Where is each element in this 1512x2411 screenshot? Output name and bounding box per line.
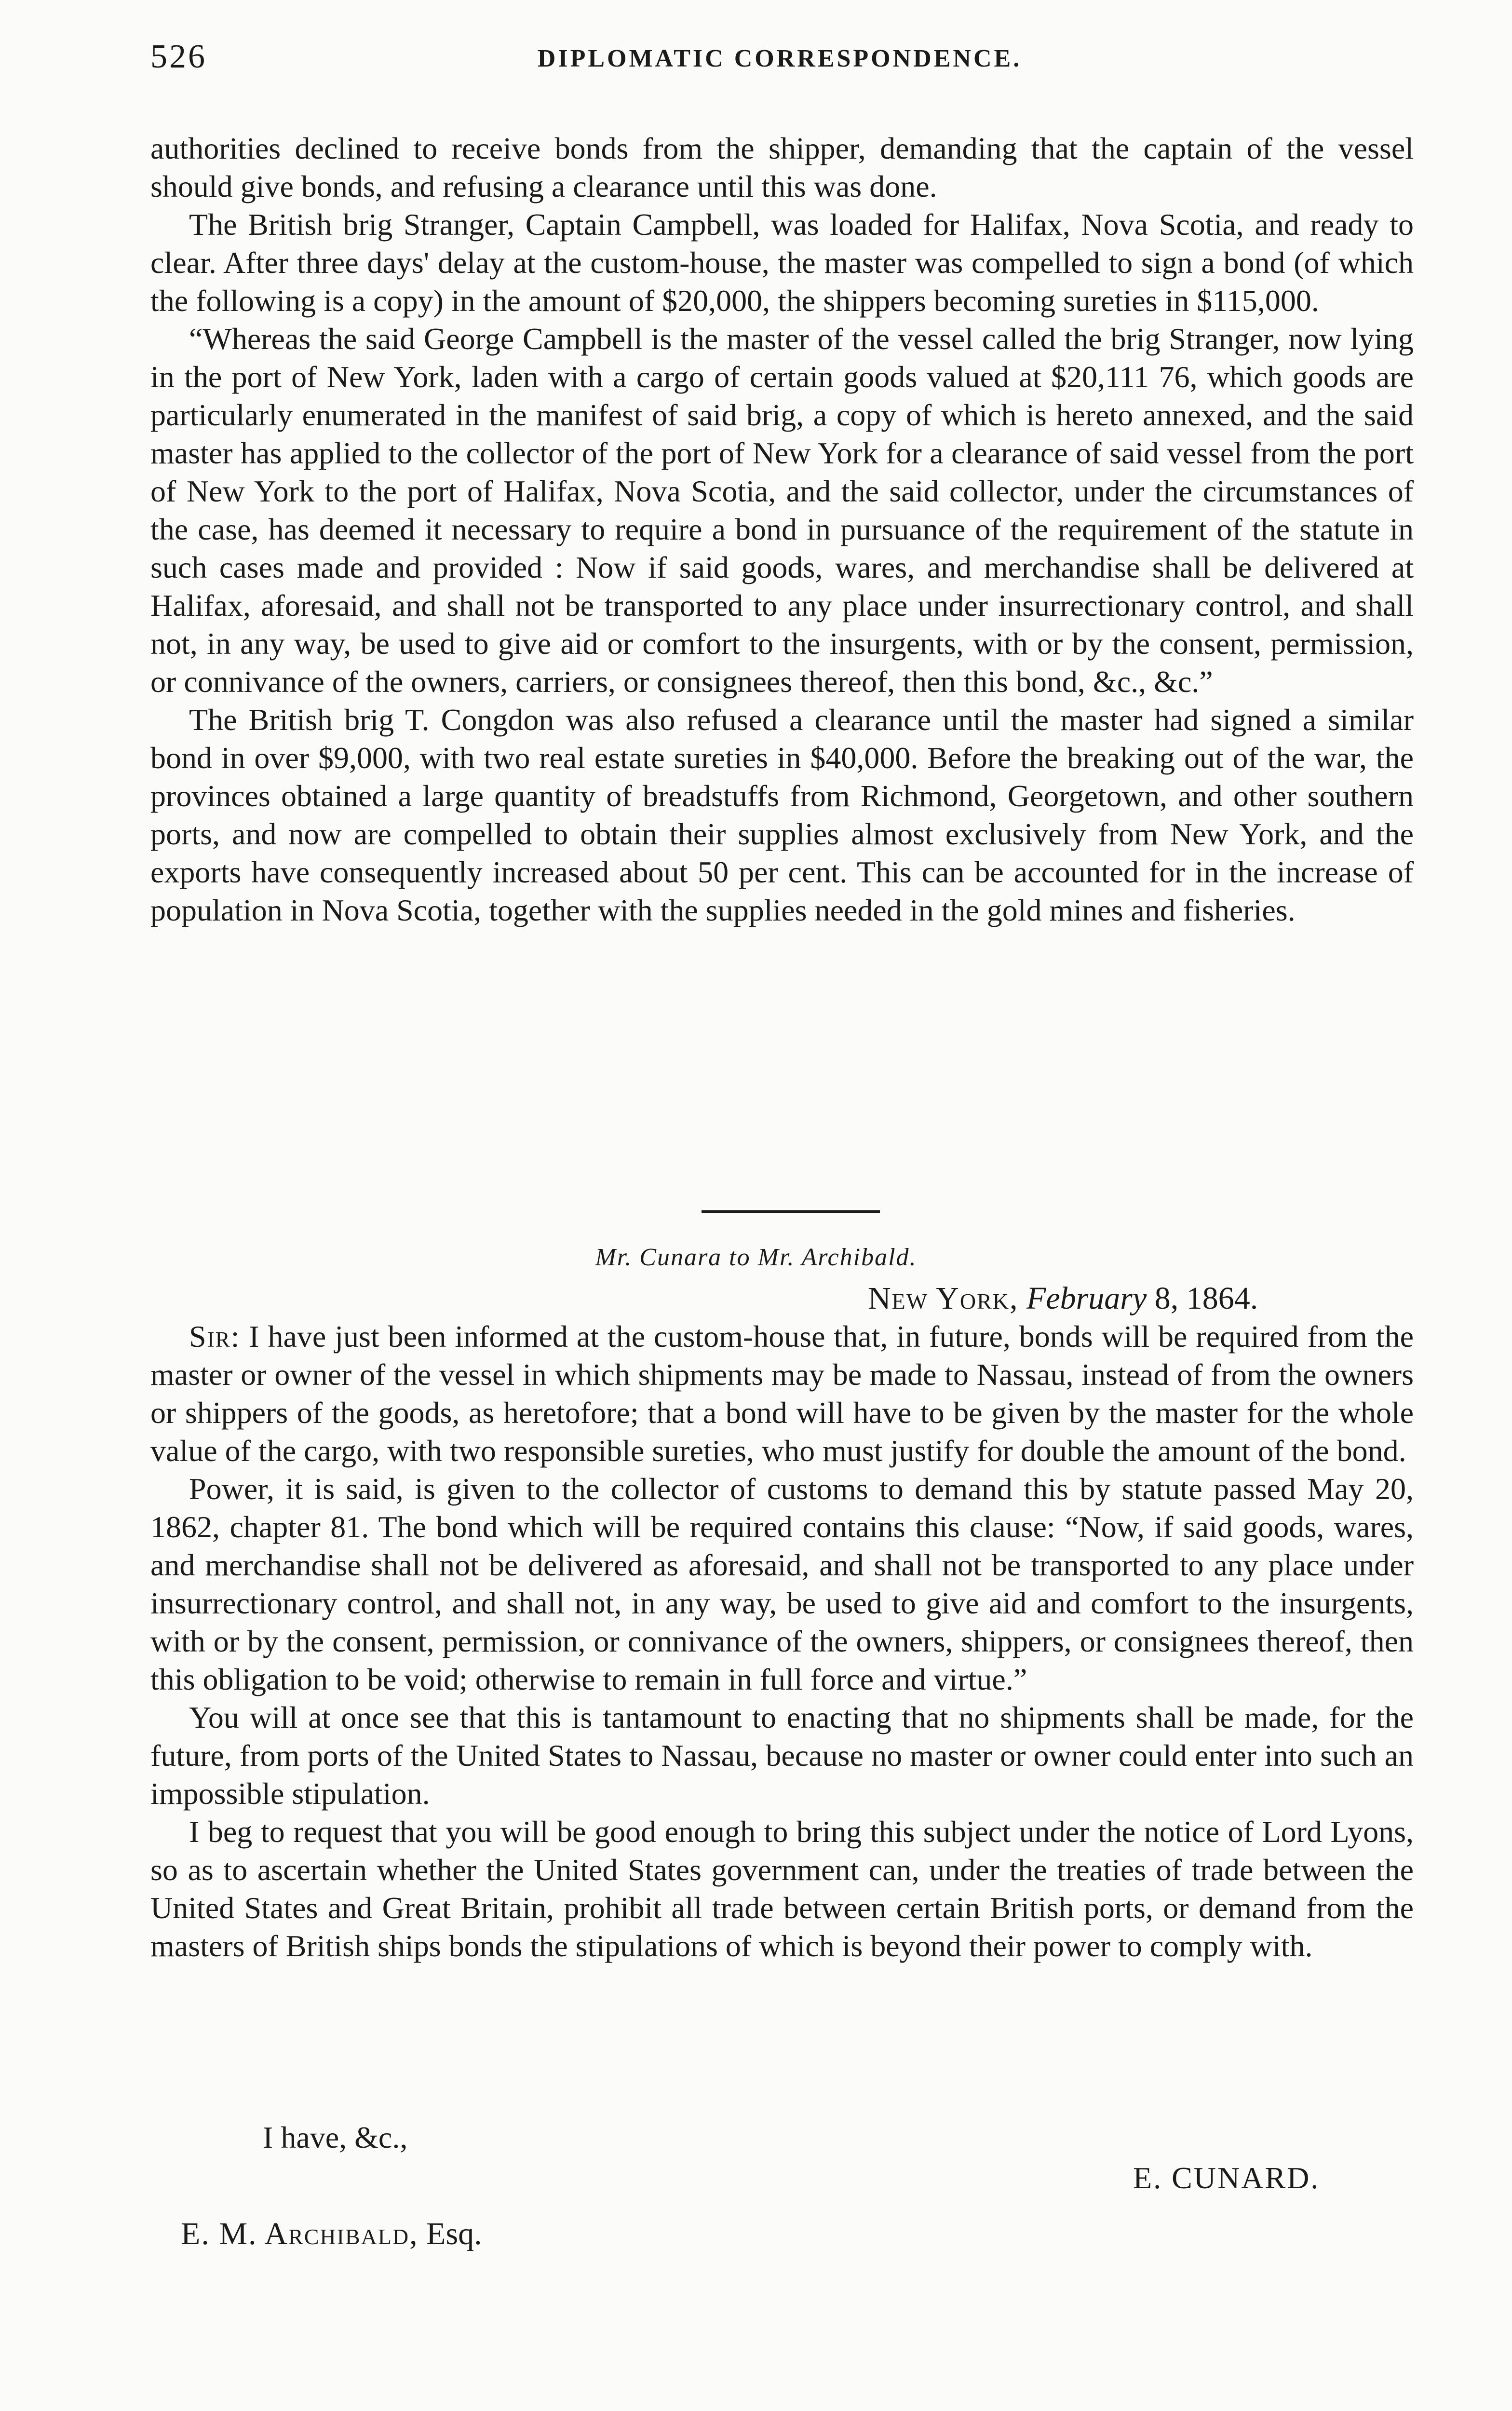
salutation: Sir: [189, 1319, 241, 1354]
dateline-date: February [1026, 1281, 1147, 1316]
addressee-title: Esq. [426, 2216, 482, 2251]
letter-paragraph [150, 1317, 1414, 1470]
section-divider [702, 1210, 880, 1213]
paragraph: The British brig Stranger, Captain Campbell, was loaded for Halifax, Nova Scotia, and ready to clear. After three days' delay at the custom-house, the master was compelled to sign a bond (of which the following is a copy) in the amount of $20,000, the shippers becoming sureties in $115,000. [150, 207, 1414, 318]
letter-paragraph-text: I have just been informed at the custom-house that, in future, bonds will be required from the master or owner of the vessel in which shipments may be made to Nassau, instead of from the owners or shippers of the goods, as heretofore; that a bond will have to be given by the master for the whole value of the cargo, with two responsible sureties, who must justify for double the amount of the bond. [150, 1319, 1414, 1468]
dateline-year: 8, 1864. [1154, 1281, 1258, 1316]
letter-paragraph: You will at once see that this is tantamount to enacting that no shipments shall be made, for the future, from ports of the United States to Nassau, because no master or owner could enter into such an impossible stipulation. [150, 1700, 1414, 1811]
closing: I have, &c., [263, 2120, 408, 2154]
letter-paragraph: Power, it is said, is given to the collector of customs to demand this by statute passed May 20, 1862, chapter 81. The bond which will be required contains this clause: “Now, if said goods, wares, and merchandise shall not be delivered as aforesaid, and shall not be transported to any place under insurrectionary control, and shall not, in any way, be used to give aid and comfort to the insurgents, with or by the consent, permission, or connivance of the owners, shippers, or consignees thereof, then this obligation to be void; otherwise to remain in full force and virtue.” [150, 1472, 1414, 1696]
dateline-place: New York, [868, 1281, 1019, 1316]
quoted-bond-paragraph: “Whereas the said George Campbell is the master of the vessel called the brig Stranger, now lying in the port of New York, laden with a cargo of certain goods valued at $20,111 76, which goods are particularly enumerated in the manifest of said brig, a copy of which is hereto annexed, and the said master has applied to the collector of the port of New York for a clearance of said vessel from the port of New York to the port of Halifax, Nova Scotia, and the said collector, under the circumstances of the case, has deemed it necessary to require a bond in pursuance of the requirement of the statute in such cases made and provided : Now if said goods, wares, and merchandise shall be delivered at Halifax, aforesaid, and shall not be transported to any place under insurrectionary control, and shall not, in any way, be used to give aid or comfort to the insurgents, with or by the consent, permission, or connivance of the owners, carriers, or consignees thereof, then this bond, &c., &c.” [150, 322, 1414, 699]
running-head: DIPLOMATIC CORRESPONDENCE. [537, 45, 1022, 72]
body-section-1 [150, 129, 1414, 929]
letter-heading: Mr. Cunara to Mr. Archibald. [595, 1244, 917, 1271]
paragraph: authorities declined to receive bonds from the shipper, demanding that the captain of the vessel should give bonds, and refusing a clearance until this was done. [150, 131, 1414, 203]
addressee-name: E. M. Archibald, [181, 2216, 418, 2251]
signature: E. CUNARD. [1133, 2161, 1320, 2195]
page-number: 526 [150, 38, 207, 75]
page-header [150, 38, 1409, 95]
letter-body [150, 1317, 1414, 1965]
letter-paragraph: I beg to request that you will be good enough to bring this subject under the notice of Lord Lyons, so as to ascertain whether the United States government can, under the treaties of trade between the United States and Great Britain, prohibit all trade between certain British ports, or demand from the masters of British ships bonds the stipulations of which is beyond their power to comply with. [150, 1815, 1414, 1963]
paragraph: The British brig T. Congdon was also refused a clearance until the master had signed a similar bond in over $9,000, with two real estate sureties in $40,000. Before the breaking out of the war, the provinces obtained a large quantity of breadstuffs from Richmond, Georgetown, and other southern ports, and now are compelled to obtain their supplies almost exclusively from New York, and the exports have consequently increased about 50 per cent. This can be accounted for in the increase of population in Nova Scotia, together with the supplies needed in the gold mines and fisheries. [150, 703, 1414, 927]
addressee [181, 2216, 482, 2252]
dateline [868, 1280, 1258, 1317]
